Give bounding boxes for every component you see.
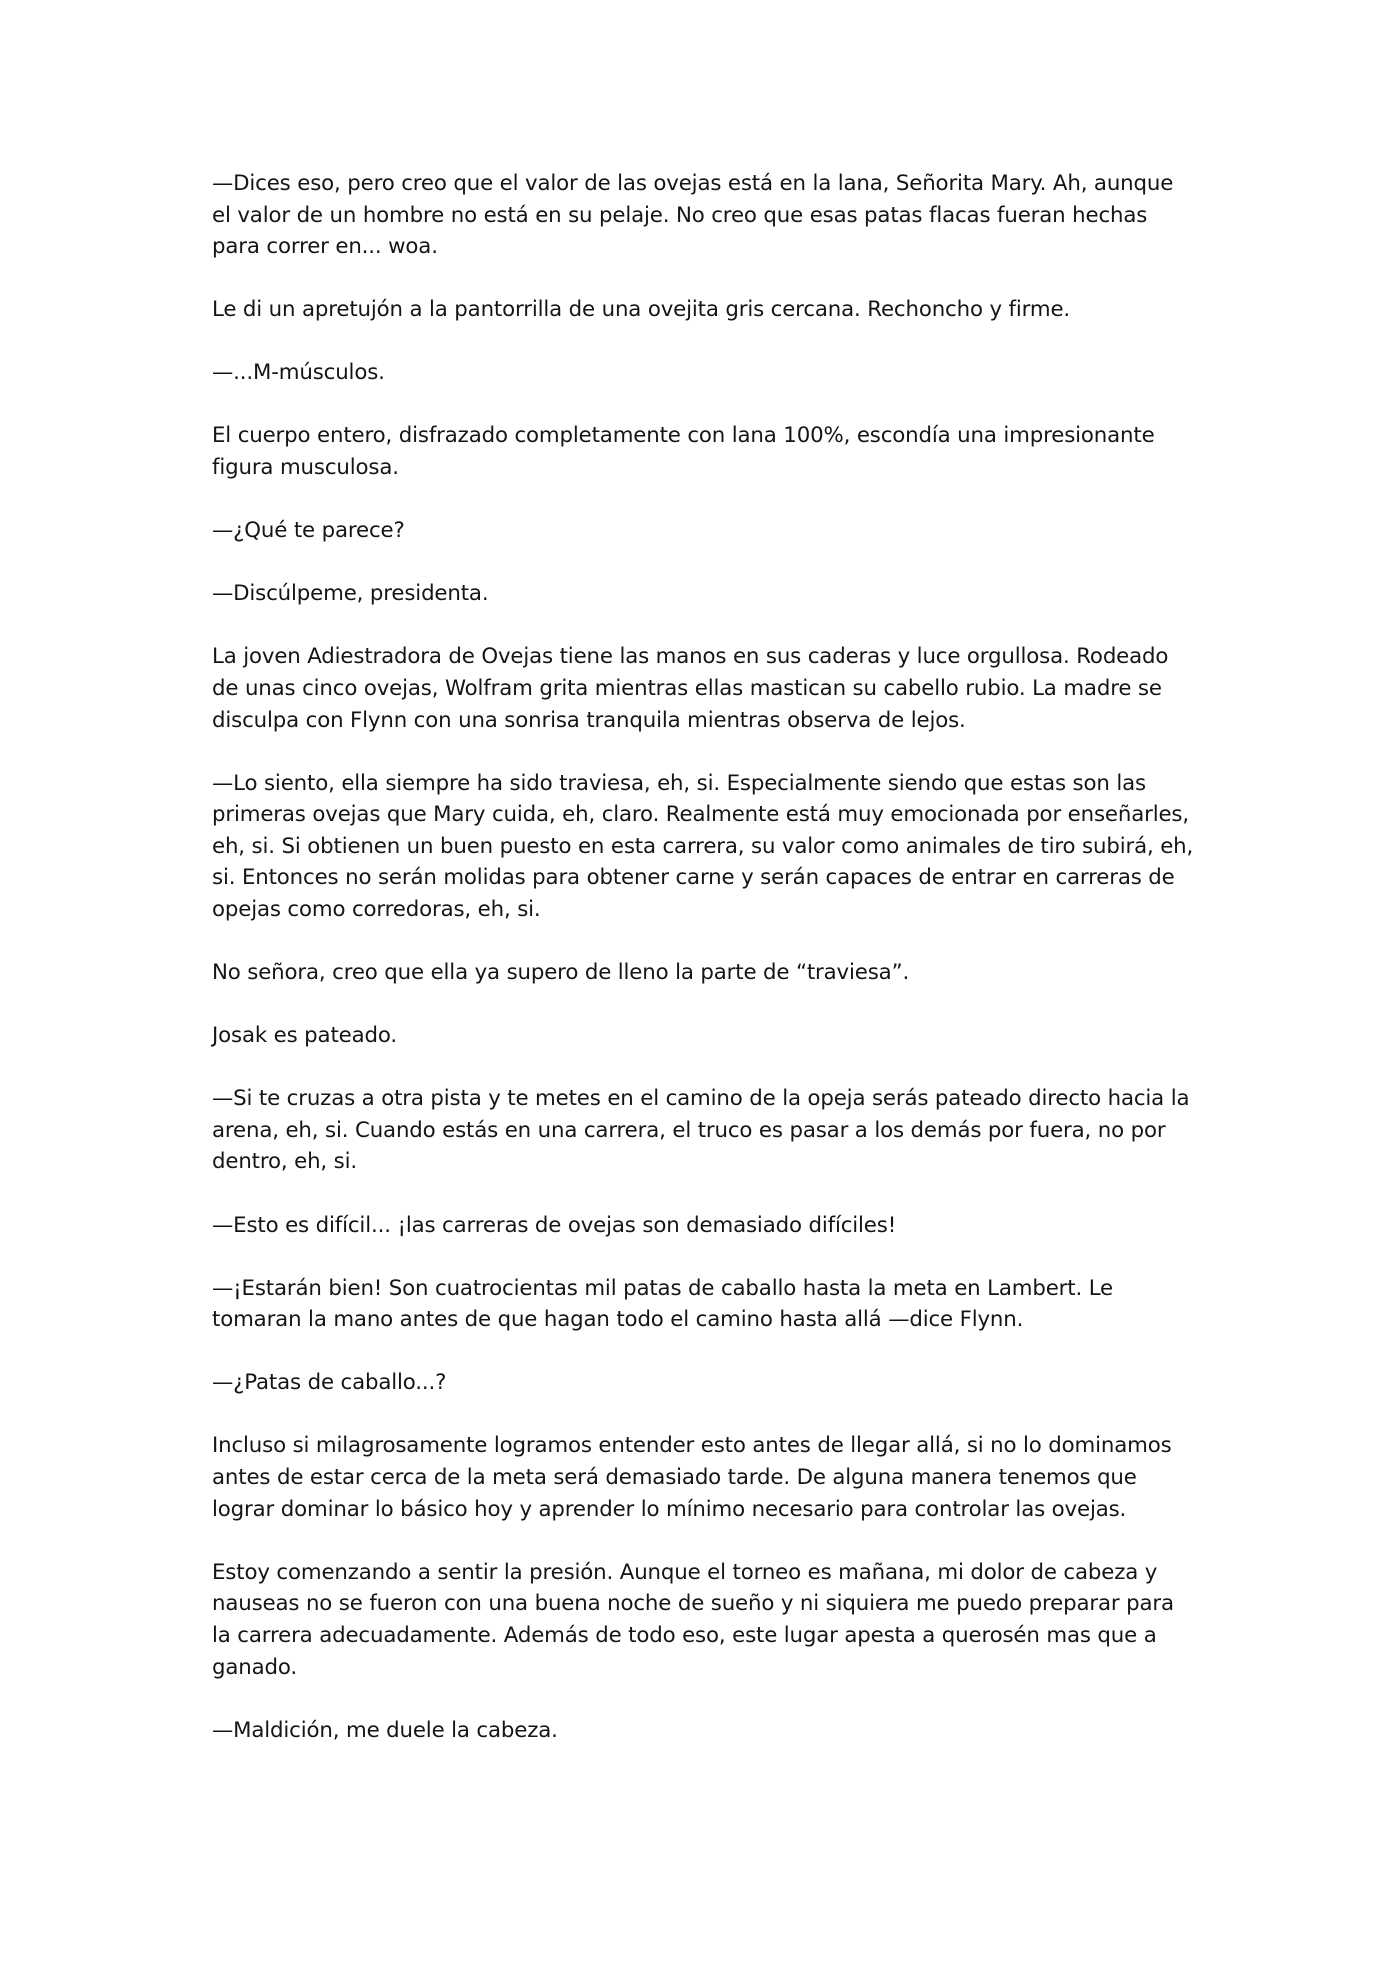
paragraph: —¿Patas de caballo...?: [212, 1370, 447, 1396]
paragraph: La joven Adiestradora de Ovejas tiene las manos en sus caderas y luce orgullosa. Rodeado de unas cinco ovejas, Wolfram grita mientras ellas mastican su cabello rubio. La madre se disculpa con Flynn con una sonrisa tranquila mientras observa de lejos.: [212, 644, 1169, 733]
paragraph: No señora, creo que ella ya supero de lleno la parte de “traviesa”.: [212, 960, 910, 986]
paragraph: —Lo siento, ella siempre ha sido traviesa, eh, si. Especialmente siendo que estas son las primeras ovejas que Mary cuida, eh, claro. Realmente está muy emocionada por enseñarles, eh, si. Si obtienen un buen puesto en esta carrera, su valor como animales de tiro subirá, eh, si. Entonces no serán molidas para obtener carne y serán capaces de entrar en carreras de opejas como corredoras, eh, si.: [212, 770, 1194, 922]
paragraph: Le di un apretujón a la pantorrilla de una ovejita gris cercana. Rechoncho y firme.: [212, 297, 1071, 323]
paragraph: —Esto es difícil... ¡las carreras de ovejas son demasiado difíciles!: [212, 1212, 897, 1238]
paragraph: —Discúlpeme, presidenta.: [212, 581, 489, 607]
paragraph: El cuerpo entero, disfrazado completamente con lana 100%, escondía una impresionante figura musculosa.: [212, 423, 1155, 481]
paragraph: —¿Qué te parece?: [212, 518, 405, 544]
paragraph: Incluso si milagrosamente logramos entender esto antes de llegar allá, si no lo dominamos antes de estar cerca de la meta será demasiado tarde. De alguna manera tenemos que lograr dominar lo básico hoy y aprender lo mínimo necesario para controlar las ovejas.: [212, 1433, 1172, 1522]
paragraph: Estoy comenzando a sentir la presión. Aunque el torneo es mañana, mi dolor de cabeza y nauseas no se fueron con una buena noche de sueño y ni siquiera me puedo preparar para la carrera adecuadamente. Además de todo eso, este lugar apesta a querosén mas que a ganado.: [212, 1559, 1174, 1680]
paragraph: —Si te cruzas a otra pista y te metes en el camino de la opeja serás pateado directo hacia la arena, eh, si. Cuando estás en una carrera, el truco es pasar a los demás por fuera, no por dentro, eh, si.: [212, 1086, 1190, 1175]
text-body: [212, 168, 1197, 1778]
paragraph: Josak es pateado.: [212, 1023, 397, 1049]
paragraph: —Maldición, me duele la cabeza.: [212, 1717, 558, 1743]
paragraph: —...M-músculos.: [212, 360, 385, 386]
paragraph: —¡Estarán bien! Son cuatrocientas mil patas de caballo hasta la meta en Lambert. Le tomaran la mano antes de que hagan todo el camino hasta allá —dice Flynn.: [212, 1275, 1113, 1333]
paragraph: —Dices eso, pero creo que el valor de las ovejas está en la lana, Señorita Mary. Ah, aunque el valor de un hombre no está en su pelaje. No creo que esas patas flacas fueran hechas para correr en... woa.: [212, 171, 1174, 260]
